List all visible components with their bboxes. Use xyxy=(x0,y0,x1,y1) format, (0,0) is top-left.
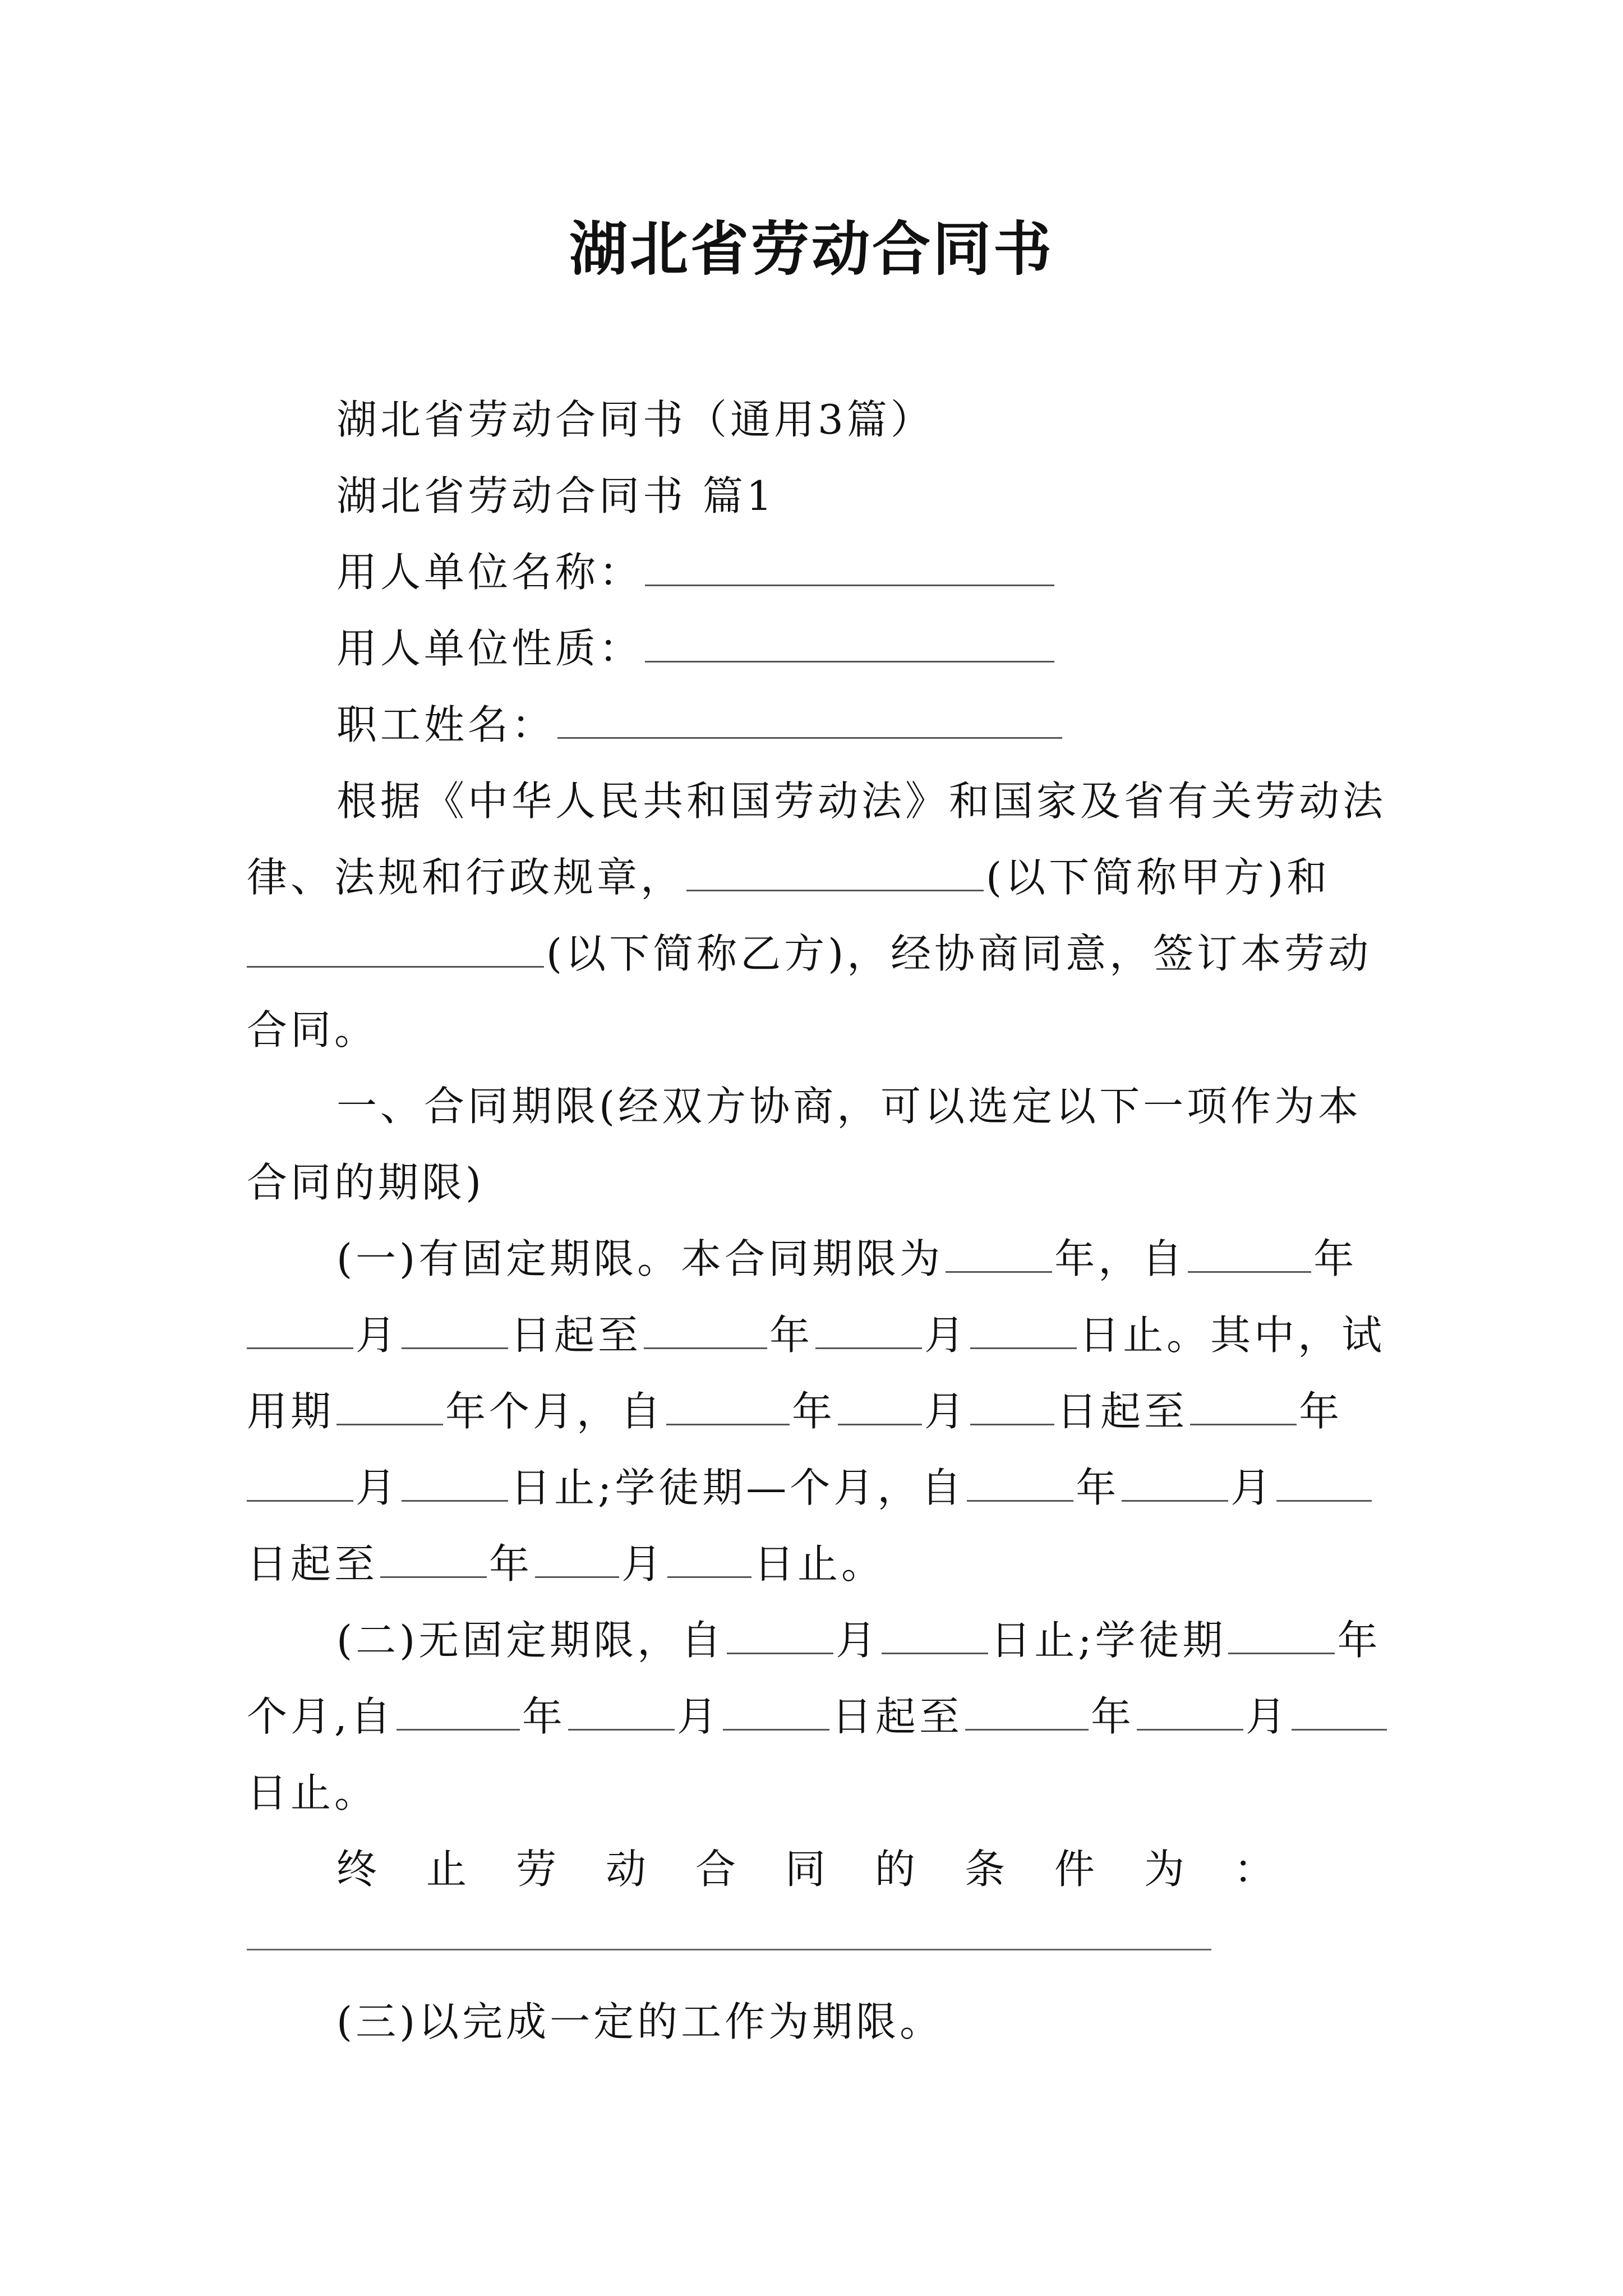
clause-text: 月 xyxy=(1245,1693,1289,1740)
termination-blank-line xyxy=(247,1907,1380,1984)
blank[interactable] xyxy=(727,1618,833,1654)
clause-text: 用期 xyxy=(247,1388,335,1435)
blank[interactable] xyxy=(247,1465,353,1502)
open-term-line-1 xyxy=(247,1602,1380,1678)
clause-text: 年 xyxy=(522,1693,566,1740)
fixed-term-line-3 xyxy=(247,1373,1380,1450)
party-a-blank[interactable] xyxy=(686,855,984,891)
section-heading: 湖北省劳动合同书 篇1 xyxy=(336,472,776,519)
blank[interactable] xyxy=(644,1313,767,1349)
employer-nature-blank[interactable] xyxy=(645,626,1054,662)
blank[interactable] xyxy=(967,1465,1073,1502)
fixed-term-line-2 xyxy=(247,1297,1386,1373)
clause-text: 年 xyxy=(1313,1235,1358,1282)
clause-text: 日起至 xyxy=(510,1312,642,1359)
clause-text: 日起至 xyxy=(247,1540,379,1588)
document-title: 湖北省劳动合同书 xyxy=(569,214,1054,283)
blank[interactable] xyxy=(1292,1694,1387,1731)
clause-text: 日止。其中，试 xyxy=(1079,1312,1386,1359)
clause-text: 年 xyxy=(792,1388,836,1435)
party-b-blank[interactable] xyxy=(247,931,544,968)
blank[interactable] xyxy=(667,1542,751,1578)
clause-text: 年 xyxy=(769,1312,814,1359)
document-body xyxy=(247,381,1387,2060)
clause-text: 年 xyxy=(1299,1388,1343,1435)
blank[interactable] xyxy=(402,1465,508,1502)
employer-name-label: 用人单位名称： xyxy=(336,549,643,596)
blank[interactable] xyxy=(568,1694,675,1731)
open-term-line-2 xyxy=(247,1678,1380,1755)
clause-text: 月 xyxy=(356,1312,400,1359)
employee-name-label: 职工姓名： xyxy=(336,701,556,748)
employer-nature-label: 用人单位性质： xyxy=(336,625,643,672)
blank[interactable] xyxy=(1190,1389,1297,1425)
blank[interactable] xyxy=(1276,1465,1372,1502)
fixed-term-line-5 xyxy=(247,1526,1380,1602)
clause-text: 年 xyxy=(489,1540,533,1588)
blank[interactable] xyxy=(380,1542,487,1578)
clause-text: 年 xyxy=(1076,1464,1120,1511)
employee-name-blank[interactable] xyxy=(557,702,1062,739)
clause-text: 日止;学徒期 xyxy=(990,1617,1227,1664)
clause-text: 日止;学徒期—个月，自 xyxy=(510,1464,965,1511)
intro-line-4: 合同。 xyxy=(247,1006,379,1053)
clause-text: 月 xyxy=(924,1388,969,1435)
clause-text: 月 xyxy=(676,1693,721,1740)
blank[interactable] xyxy=(723,1694,829,1731)
clause-text: 日起至 xyxy=(1057,1388,1188,1435)
intro-text: 律、法规和行政规章， xyxy=(247,854,685,901)
blank[interactable] xyxy=(402,1313,508,1349)
clause-text: 月 xyxy=(836,1617,880,1664)
intro-text: (以下简称甲方)和 xyxy=(986,854,1331,901)
employee-name-field xyxy=(247,687,1380,763)
clause-text: 日止。 xyxy=(754,1540,886,1588)
clause-text: 年个月，自 xyxy=(445,1388,665,1435)
article1-heading: 一、合同期限(经双方协商，可以选定以下一项作为本 xyxy=(336,1083,1362,1130)
blank[interactable] xyxy=(1122,1465,1228,1502)
clause-text: 月 xyxy=(924,1312,969,1359)
clause-text: 日起至 xyxy=(831,1693,963,1740)
clause-text: (二)无固定期限，自 xyxy=(336,1617,725,1664)
blank[interactable] xyxy=(247,1313,353,1349)
termination-conditions: 终止劳动合同的条件为： xyxy=(336,1846,1324,1893)
clause-text: 月 xyxy=(356,1464,400,1511)
blank[interactable] xyxy=(396,1694,520,1731)
subtitle: 湖北省劳动合同书（通用3篇） xyxy=(336,396,934,443)
clause-text: (一)有固定期限。本合同期限为 xyxy=(336,1235,944,1282)
fixed-term-line-1 xyxy=(247,1221,1380,1297)
employer-nature-field xyxy=(247,610,1380,687)
intro-line-3 xyxy=(247,915,1380,992)
clause-text: 年 xyxy=(1090,1693,1135,1740)
blank[interactable] xyxy=(666,1389,790,1425)
blank[interactable] xyxy=(970,1313,1077,1349)
task-term: (三)以完成一定的工作为期限。 xyxy=(336,1998,944,2045)
blank[interactable] xyxy=(965,1694,1089,1731)
blank[interactable] xyxy=(1228,1618,1335,1654)
employer-name-field xyxy=(247,534,1380,610)
clause-text: 月 xyxy=(1230,1464,1275,1511)
blank[interactable] xyxy=(336,1389,443,1425)
clause-text: 月 xyxy=(621,1540,666,1588)
intro-line-2 xyxy=(247,839,1380,915)
blank[interactable] xyxy=(815,1313,922,1349)
blank[interactable] xyxy=(946,1236,1052,1273)
employer-name-blank[interactable] xyxy=(645,550,1054,586)
blank[interactable] xyxy=(535,1542,619,1578)
fixed-term-line-4 xyxy=(247,1450,1380,1526)
open-term-line-3: 日止。 xyxy=(247,1769,379,1816)
clause-text: 年，自 xyxy=(1054,1235,1186,1282)
clause-text: 个月,自 xyxy=(247,1693,394,1740)
intro-text: (以下简称乙方)，经协商同意，签订本劳动 xyxy=(546,930,1372,977)
termination-blank[interactable] xyxy=(247,1907,1211,1950)
blank[interactable] xyxy=(1188,1236,1311,1273)
blank[interactable] xyxy=(1137,1694,1243,1731)
clause-text: 年 xyxy=(1337,1617,1381,1664)
blank[interactable] xyxy=(882,1618,988,1654)
blank[interactable] xyxy=(838,1389,922,1425)
article1-heading-cont: 合同的期限) xyxy=(247,1159,485,1206)
blank[interactable] xyxy=(970,1389,1054,1425)
intro-line-1: 根据《中华人民共和国劳动法》和国家及省有关劳动法 xyxy=(336,777,1387,825)
